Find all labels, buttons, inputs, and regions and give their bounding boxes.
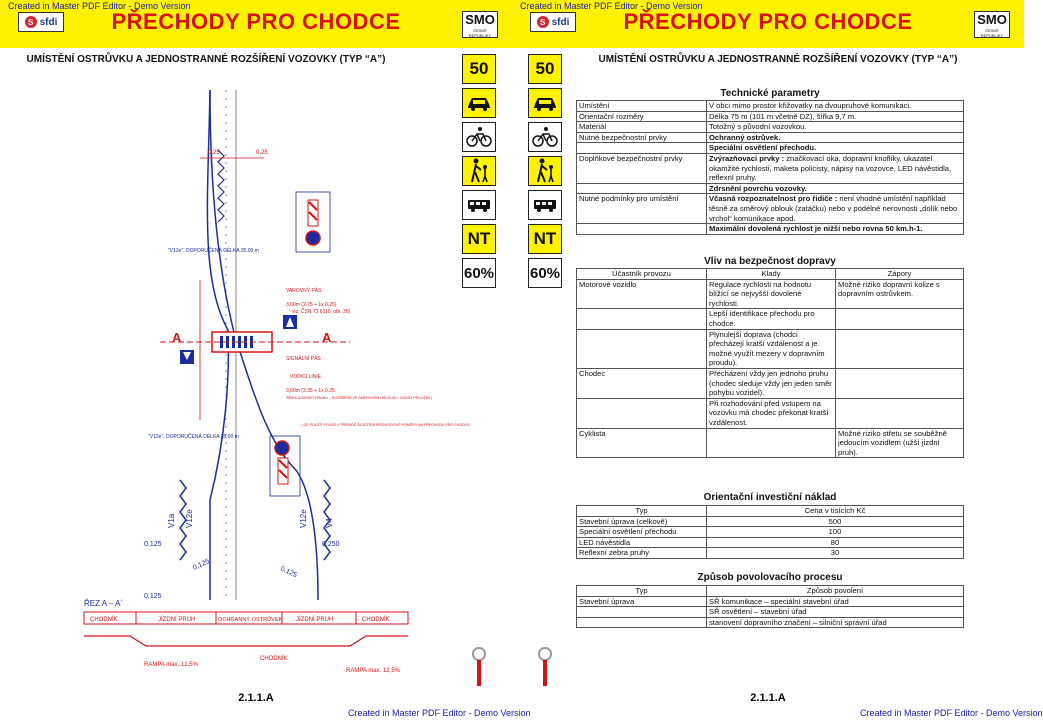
sign-column-left bbox=[462, 54, 496, 292]
technical-value: Speciální osvětlení přechodu. bbox=[707, 143, 964, 154]
safety-con: Možné riziko dopravní kolize s dopravním ostrůvkem. bbox=[836, 279, 964, 309]
page-title-right: PŘECHODY PRO CHODCE bbox=[623, 9, 913, 34]
nt-sign-right bbox=[528, 224, 562, 254]
pedestrian-icon-right bbox=[528, 156, 562, 186]
dim-125-d: 0,125 bbox=[144, 593, 162, 600]
safety-header-pros: Klady bbox=[707, 269, 836, 280]
smo-logo-caption-right: ČESKÉ REPUBLIKY bbox=[980, 28, 1004, 38]
page-subtitle-right: UMÍSTĚNÍ OSTRŮVKU A JEDNOSTRANNÉ ROZŠÍŘENÍ VOZOVKY (TYP “A”) bbox=[598, 54, 958, 65]
permit-type bbox=[577, 607, 707, 618]
technical-row bbox=[577, 224, 964, 235]
cross-section-chodnik-left: CHODNÍK bbox=[90, 617, 118, 623]
dim-125-c: 0,125 bbox=[279, 565, 299, 580]
percent-value-right: 60% bbox=[529, 264, 561, 282]
technical-value: Maximální dovolená rychlost je nižší nebo rovna 50 km.h-1. bbox=[707, 224, 964, 235]
permit-type bbox=[577, 617, 707, 628]
technical-label bbox=[577, 183, 707, 194]
permit-row bbox=[577, 617, 964, 628]
nt-sign bbox=[462, 224, 496, 254]
nt-value: NT bbox=[467, 229, 491, 248]
safety-pro: Lepší identifikace přechodu pro chodce. bbox=[707, 309, 836, 329]
v12e-label-2: "V12e", DOPORUČENÁ DÉLKA 35,00 m bbox=[148, 434, 239, 440]
bicycle-icon bbox=[462, 122, 496, 152]
safety-row bbox=[577, 428, 964, 458]
chodnik-label: CHODNÍK bbox=[260, 656, 288, 662]
keep-right-sign-top bbox=[306, 231, 320, 245]
header-banner bbox=[0, 0, 512, 48]
lighting-note: LZE POUŽÍT POUZE V PŘÍPADĚ ZAJIŠTĚNÍ ROZHLEDOVÉ POMĚRY NA PŘECHODU PRO CHODCE bbox=[302, 423, 470, 427]
bicycle-icon-right bbox=[528, 122, 562, 152]
investment-type: Reflexní zebra pruhy bbox=[577, 548, 707, 559]
dim-top-left: 0,25 bbox=[208, 150, 220, 156]
safety-con: Možné riziko střetu se souběžně jedoucím vozidlem (užší jízdní pruh). bbox=[836, 428, 964, 458]
safety-row bbox=[577, 309, 964, 329]
speed-sign-right bbox=[528, 54, 562, 84]
investment-type: LED návěstidla bbox=[577, 537, 707, 548]
investment-price: 80 bbox=[707, 537, 964, 548]
percent-sign bbox=[462, 258, 496, 288]
safety-participant bbox=[577, 398, 707, 428]
smo-logo-right bbox=[974, 11, 1010, 38]
safety-row bbox=[577, 398, 964, 428]
page-title: PŘECHODY PRO CHODCE bbox=[111, 9, 401, 34]
safety-participant bbox=[577, 309, 707, 329]
sfdi-badge-right: S bbox=[537, 16, 549, 28]
technical-value: Totožný s původní vozovkou. bbox=[707, 122, 964, 133]
smo-logo-caption: ČESKÉ REPUBLIKY bbox=[468, 28, 492, 38]
car-icon bbox=[462, 88, 496, 118]
percent-sign-right bbox=[528, 258, 562, 288]
investment-title: Orientační investiční náklad bbox=[703, 492, 837, 503]
guide-line-label: VODÍCÍ LINIE bbox=[290, 374, 322, 380]
technical-value: Zdrsnění povrchu vozovky. bbox=[707, 183, 964, 194]
safety-row bbox=[577, 368, 964, 398]
dim-125-a: 0,125 bbox=[144, 541, 162, 548]
technical-row bbox=[577, 101, 964, 112]
technical-title: Technické parametry bbox=[720, 88, 820, 99]
section-label: ŘEZ A – A´ bbox=[84, 599, 124, 608]
technical-value: Ochranný ostrůvek. bbox=[707, 132, 964, 143]
technical-label bbox=[577, 143, 707, 154]
marking-v12e-left: V12e bbox=[185, 509, 194, 528]
car-icon-right bbox=[528, 88, 562, 118]
sfdi-logo-text-right: sfdi bbox=[551, 16, 570, 28]
section-marker-right: A bbox=[322, 330, 332, 345]
investment-header-price: Cena v tisících Kč bbox=[707, 506, 964, 517]
technical-label: Orientační rozměry bbox=[577, 111, 707, 122]
technical-label: Umístění bbox=[577, 101, 707, 112]
cross-section-lane-left: JÍZDNÍ PRUH bbox=[158, 617, 196, 623]
investment-table bbox=[576, 505, 964, 559]
width-left-note: viz. ČSN 73 6110, obr. 36) bbox=[292, 309, 351, 315]
technical-label: Nutné bezpečnostní prvky bbox=[577, 132, 707, 143]
demo-watermark: Created in Master PDF Editor - Demo Version bbox=[8, 1, 191, 11]
width-right-note: ŠÍŘKA JÍZDNÍHO PRUHU – ROZŠÍŘENÍ VE SMĚROVÉM OBLOUKU, VODÍCÍ PROUŽEK) bbox=[286, 396, 432, 400]
page-code: 2.1.1.A bbox=[238, 692, 274, 704]
profile-line bbox=[84, 636, 408, 646]
permit-row bbox=[577, 607, 964, 618]
safety-con bbox=[836, 368, 964, 398]
sfdi-badge: S bbox=[25, 16, 37, 28]
dim-250: 0,250 bbox=[322, 541, 340, 548]
demo-watermark-bottom: Created in Master PDF Editor - Demo Version bbox=[348, 708, 531, 718]
technical-row bbox=[577, 132, 964, 143]
safety-pro: Plynulejší doprava (chodci přecházejí kratší vzdálenost a je možné využít mezery v dopravním proudu). bbox=[707, 329, 836, 368]
width-right-label: 3,60m (3,35 + 1x 0,25 bbox=[286, 388, 335, 394]
marking-v1a: V1a bbox=[167, 513, 176, 528]
safety-participant: Motorové vozidlo bbox=[577, 279, 707, 309]
technical-row bbox=[577, 183, 964, 194]
warning-strip-label: VAROVNÝ PÁS bbox=[286, 288, 322, 294]
marking-v12e-right: V12e bbox=[299, 509, 308, 528]
technical-label: Doplňkové bezpečnostní prvky bbox=[577, 153, 707, 183]
safety-con bbox=[836, 398, 964, 428]
technical-label: Materiál bbox=[577, 122, 707, 133]
safety-pro: Přecházení vždy jen jednoho pruhu (chodec sleduje vždy jen jeden směr pohybu vozidel). bbox=[707, 368, 836, 398]
cross-section-chodnik-right: CHODNÍK bbox=[362, 617, 390, 623]
technical-value: Včasná rozpoznatelnost pro řidiče : není vhodné umístění například těsně za směrový oblouk (zatáčku) nebo v podélné nerovnosti „dolík nebo vrchol“ komunikace apod. bbox=[707, 194, 964, 224]
cross-section-lane-right: JÍZDNÍ PRUH bbox=[296, 617, 334, 623]
permit-method: SŘ komunikace – speciální stavební úřad bbox=[707, 596, 964, 607]
safety-header-cons: Zápory bbox=[836, 269, 964, 280]
width-left-label: 3,00m (2,75 + 1x 0,25) bbox=[286, 302, 337, 308]
safety-row bbox=[577, 329, 964, 368]
permit-type: Stavební úprava bbox=[577, 596, 707, 607]
permit-table bbox=[576, 585, 964, 628]
ramp-right: RAMPA max. 12,5% bbox=[346, 668, 400, 674]
ramp-left: RAMPA max. 12,5% bbox=[144, 662, 198, 668]
speed-value-right: 50 bbox=[535, 59, 555, 78]
safety-con bbox=[836, 329, 964, 368]
safety-con bbox=[836, 309, 964, 329]
safety-participant: Cyklista bbox=[577, 428, 707, 458]
section-marker-left: A bbox=[172, 330, 182, 345]
safety-header-participant: Účastník provozu bbox=[577, 269, 707, 280]
safety-pro: Při rozhodování před vstupem na vozovku má chodec překonat kratší vzdálenost. bbox=[707, 398, 836, 428]
crossing-drawing bbox=[60, 80, 470, 692]
investment-price: 100 bbox=[707, 527, 964, 538]
dim-top-right: 0,25 bbox=[256, 150, 268, 156]
permit-row bbox=[577, 596, 964, 607]
keep-right-sign-bottom bbox=[275, 441, 289, 455]
page-code-right: 2.1.1.A bbox=[750, 692, 786, 704]
investment-type: Speciální osvětlení přechodu bbox=[577, 527, 707, 538]
technical-row bbox=[577, 122, 964, 133]
page-subtitle: UMÍSTĚNÍ OSTRŮVKU A JEDNOSTRANNÉ ROZŠÍŘENÍ VOZOVKY (TYP “A”) bbox=[26, 54, 386, 65]
dim-125-b: 0,125 bbox=[191, 558, 211, 572]
investment-price: 30 bbox=[707, 548, 964, 559]
technical-row bbox=[577, 111, 964, 122]
safety-title: Vliv na bezpečnost dopravy bbox=[704, 256, 836, 267]
technical-value-emphasis: Zvýrazňovací prvky : bbox=[709, 153, 785, 163]
investment-row bbox=[577, 548, 964, 559]
nt-value-right: NT bbox=[533, 229, 557, 248]
technical-row bbox=[577, 194, 964, 224]
speed-value: 50 bbox=[469, 59, 489, 78]
marking-v4: V4 bbox=[325, 518, 334, 528]
investment-type: Stavební úprava (celkově) bbox=[577, 516, 707, 527]
technical-row bbox=[577, 143, 964, 154]
header-banner-right bbox=[512, 0, 1024, 48]
cdp-logo bbox=[468, 644, 490, 688]
investment-row bbox=[577, 516, 964, 527]
technical-row bbox=[577, 153, 964, 183]
speed-sign bbox=[462, 54, 496, 84]
technical-table bbox=[576, 100, 964, 235]
smo-logo-text-right: SMO bbox=[977, 12, 1007, 27]
zigzag-top bbox=[218, 150, 224, 222]
safety-pro: Regulace rychlosti na hodnotu blížící se nejvyšší dovolené rychlosti. bbox=[707, 279, 836, 309]
sign-column-right bbox=[528, 54, 562, 292]
safety-participant: Chodec bbox=[577, 368, 707, 398]
bus-icon bbox=[462, 190, 496, 220]
permit-method: SŘ osvětlení – stavební úřad bbox=[707, 607, 964, 618]
technical-value-emphasis: Včasná rozpoznatelnost pro řidiče : bbox=[709, 194, 838, 204]
safety-participant bbox=[577, 329, 707, 368]
investment-price: 500 bbox=[707, 516, 964, 527]
technical-value: Zvýrazňovací prvky : značkovací oka, dopravní knoflíky, ukazatel okamžité rychlosti, maketa policisty, nápisy na vozovce, LED návěstidla, reflexní pruhy. bbox=[707, 153, 964, 183]
permit-method: stanovení dopravního značení – silniční správní úřad bbox=[707, 617, 964, 628]
smo-logo-text: SMO bbox=[465, 12, 495, 27]
technical-value: V obci mimo prostor křižovatky na dvoupruhové komunikaci. bbox=[707, 101, 964, 112]
safety-pro bbox=[707, 428, 836, 458]
investment-row bbox=[577, 527, 964, 538]
smo-logo bbox=[462, 11, 498, 38]
cross-section-island: OCHRANNÝ OSTRŮVEK bbox=[218, 617, 283, 623]
investment-header-type: Typ bbox=[577, 506, 707, 517]
cdp-logo-right bbox=[534, 644, 556, 688]
safety-row bbox=[577, 279, 964, 309]
technical-label: Nutné podmínky pro umístění bbox=[577, 194, 707, 224]
permit-title: Způsob povolovacího procesu bbox=[697, 572, 843, 583]
safety-table bbox=[576, 268, 964, 458]
sfdi-logo-text: sfdi bbox=[39, 16, 58, 28]
technical-label bbox=[577, 224, 707, 235]
demo-watermark-right: Created in Master PDF Editor - Demo Version bbox=[520, 1, 703, 11]
percent-value: 60% bbox=[463, 264, 495, 282]
v12e-label: "V12e", DOPORUČENÁ DÉLKA 35,00 m bbox=[168, 248, 259, 254]
permit-header-type: Typ bbox=[577, 586, 707, 597]
demo-watermark-bottom-right: Created in Master PDF Editor - Demo Version bbox=[860, 708, 1043, 718]
investment-row bbox=[577, 537, 964, 548]
technical-value: Délka 75 m (101 m včetně DZ), šířka 9,7 m. bbox=[707, 111, 964, 122]
permit-header-method: Způsob povolení bbox=[707, 586, 964, 597]
pedestrian-icon bbox=[462, 156, 496, 186]
signal-strip-label: SIGNÁLNÍ PÁS bbox=[286, 356, 321, 362]
right-page bbox=[512, 0, 1043, 724]
bus-icon-right bbox=[528, 190, 562, 220]
